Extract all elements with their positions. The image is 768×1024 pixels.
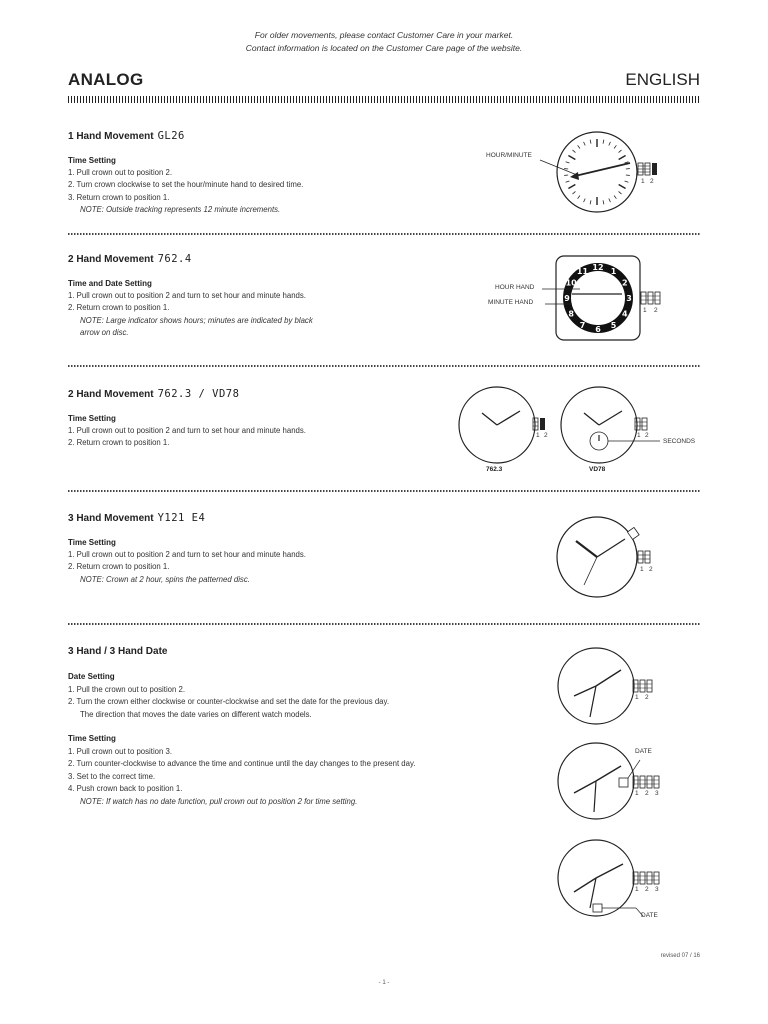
crown-pos-2: 2 bbox=[645, 886, 649, 893]
section-5-date-subheading: Date Setting bbox=[68, 672, 115, 681]
section-1-subheading: Time Setting bbox=[68, 156, 116, 165]
caption-762-3: 762.3 bbox=[486, 466, 503, 473]
section-2-model: 762.4 bbox=[157, 253, 192, 265]
step-line: 4. Push crown back to position 1. bbox=[68, 784, 183, 794]
intro-line-1: For older movements, please contact Customer Care in your market. bbox=[254, 30, 514, 40]
label-date: DATE bbox=[635, 748, 652, 755]
disc-number: 3 bbox=[626, 294, 632, 303]
disc-number: 5 bbox=[610, 320, 617, 330]
crown-pos-3: 3 bbox=[655, 886, 659, 893]
label-hour-hand: HOUR HAND bbox=[495, 284, 535, 291]
section-3-model: 762.3 / VD78 bbox=[157, 388, 240, 400]
crown-pos-1: 1 bbox=[641, 178, 645, 185]
label-date: DATE bbox=[641, 912, 658, 919]
crown-pos-1: 1 bbox=[637, 432, 641, 439]
section-2-subheading: Time and Date Setting bbox=[68, 279, 152, 288]
section-4-subheading: Time Setting bbox=[68, 538, 116, 547]
label-minute-hand: MINUTE HAND bbox=[488, 299, 534, 306]
step-line: 1. Pull crown out to position 2 and turn to set hour and minute hands. bbox=[68, 291, 306, 300]
crown-pos-2: 2 bbox=[649, 566, 653, 573]
step-line: 2. Turn counter-clockwise to advance the time and continue until the day changes to the present day. bbox=[68, 759, 416, 769]
crown-pos-3: 3 bbox=[655, 790, 659, 797]
crown-pos-1: 1 bbox=[640, 566, 644, 573]
crown-pos-1: 1 bbox=[536, 432, 540, 439]
crown-pos-1: 1 bbox=[635, 886, 639, 893]
crown-pos-2: 2 bbox=[645, 790, 649, 797]
three-hand-date-watch bbox=[558, 840, 659, 916]
crown-pos-2: 2 bbox=[650, 178, 654, 185]
page-number: - 1 - bbox=[378, 980, 390, 986]
revision-note: revised 07 / 16 bbox=[660, 953, 700, 959]
step-line: 1. Pull crown out to position 3. bbox=[68, 747, 173, 756]
crown-pos-2: 2 bbox=[544, 432, 548, 439]
disc-number: 9 bbox=[564, 294, 570, 303]
step-line: 2. Return crown to position 1. bbox=[68, 438, 170, 448]
date-window bbox=[593, 904, 602, 912]
step-line: 2. Turn crown clockwise to set the hour/minute hand to desired time. bbox=[68, 180, 304, 190]
three-hand-watch bbox=[558, 648, 652, 724]
section-3-title: 2 Hand Movement 762.3 / VD78 bbox=[68, 388, 240, 400]
crown-pos-2: 2 bbox=[645, 694, 649, 701]
crown-pos-1: 1 bbox=[635, 694, 639, 701]
disc-number: 2 bbox=[622, 278, 628, 288]
disc-number: 8 bbox=[568, 309, 574, 319]
step-line: 3. Set to the correct time. bbox=[68, 771, 156, 781]
disc-number: 11 bbox=[576, 267, 589, 277]
step-line: 1. Pull the crown out to position 2. bbox=[68, 685, 186, 694]
section-5-title: 3 Hand / 3 Hand Date bbox=[68, 646, 168, 657]
disc-number: 10 bbox=[565, 278, 577, 288]
label-hour-minute: HOUR/MINUTE bbox=[486, 152, 532, 159]
section-5-time-subheading: Time Setting bbox=[68, 734, 116, 743]
crown-pos-1: 1 bbox=[643, 307, 647, 314]
label-seconds: SECONDS bbox=[663, 438, 696, 445]
step-line: The direction that moves the date varies on different watch models. bbox=[80, 709, 312, 719]
disc-number: 1 bbox=[610, 267, 617, 277]
note-line: arrow on disc. bbox=[80, 328, 129, 338]
section-2-title: 2 Hand Movement 762.4 bbox=[68, 253, 192, 265]
intro-line-2: Contact information is located on the Customer Care page of the website. bbox=[245, 43, 523, 53]
crown-pos-2: 2 bbox=[654, 307, 658, 314]
note-line: NOTE: If watch has no date function, pull crown out to position 2 for time setting. bbox=[80, 796, 358, 806]
section-4-title: 3 Hand Movement Y121 E4 bbox=[68, 512, 206, 524]
disc-number: 7 bbox=[579, 320, 586, 330]
step-line: 3. Return crown to position 1. bbox=[68, 192, 170, 202]
note-line: NOTE: Outside tracking represents 12 minute increments. bbox=[80, 205, 281, 215]
section-1-title: 1 Hand Movement GL26 bbox=[68, 130, 185, 142]
crown-pos-2: 2 bbox=[645, 432, 649, 439]
caption-vd78: VD78 bbox=[589, 466, 606, 473]
step-line: 2. Return crown to position 1. bbox=[68, 562, 170, 572]
note-line: NOTE: Crown at 2 hour, spins the patterned disc. bbox=[80, 574, 250, 584]
disc-number: 12 bbox=[592, 263, 604, 272]
section-3-subheading: Time Setting bbox=[68, 414, 116, 423]
language-label: ENGLISH bbox=[625, 70, 700, 89]
page-title: ANALOG bbox=[68, 70, 144, 89]
crown-pos-1: 1 bbox=[635, 790, 639, 797]
date-window bbox=[619, 778, 628, 787]
disc-number: 4 bbox=[622, 309, 628, 319]
step-line: 2. Return crown to position 1. bbox=[68, 303, 170, 313]
note-line: NOTE: Large indicator shows hours; minutes are indicated by black bbox=[80, 315, 313, 325]
disc-number: 6 bbox=[595, 325, 601, 334]
section-4-model: Y121 E4 bbox=[157, 512, 206, 524]
step-line: 1. Pull crown out to position 2. bbox=[68, 168, 173, 177]
section-1-model: GL26 bbox=[157, 130, 185, 142]
step-line: 2. Turn the crown either clockwise or counter-clockwise and set the date for the previous day. bbox=[68, 697, 389, 707]
step-line: 1. Pull crown out to position 2 and turn to set hour and minute hands. bbox=[68, 426, 306, 435]
step-line: 1. Pull crown out to position 2 and turn to set hour and minute hands. bbox=[68, 550, 306, 559]
